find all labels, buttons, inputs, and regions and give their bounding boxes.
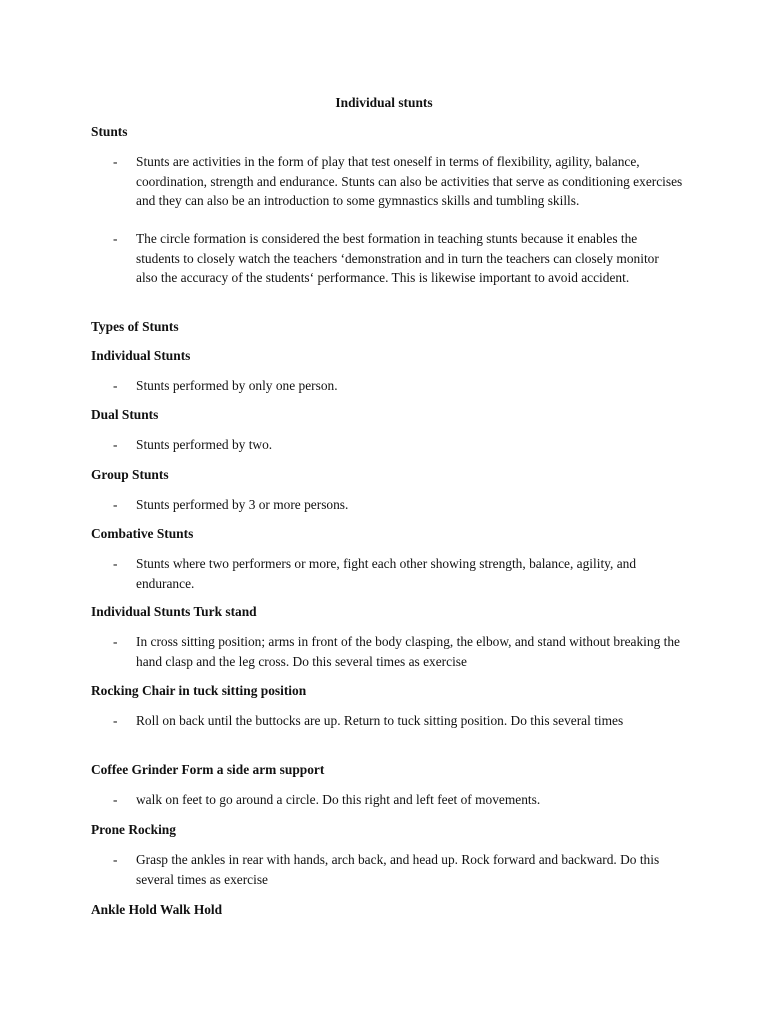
bullet-dash: - (113, 437, 118, 452)
section-heading-ankle-hold-walk-hold: Ankle Hold Walk Hold (91, 902, 223, 917)
section-heading-combative-stunts: Combative Stunts (91, 526, 194, 541)
bullet-text: Stunts are activities in the form of play that test oneself in terms of flexibility, agility, balance, coordination, strength and endurance. Stunts can also be activities that serve as conditioning exercises and they can also be an introduction to some gymnastics skills and tumbling skills. (136, 154, 683, 208)
section-heading-individual-stunts: Individual Stunts (91, 348, 191, 363)
section-heading-turk-stand: Individual Stunts Turk stand (91, 604, 257, 619)
bullet-text: Roll on back until the buttocks are up. Return to tuck sitting position. Do this several times (136, 713, 624, 728)
bullet-item (113, 229, 683, 288)
bullet-item (113, 850, 683, 889)
bullet-text: Stunts performed by two. (136, 437, 273, 452)
document-title: Individual stunts (335, 95, 433, 110)
bullet-text: Grasp the ankles in rear with hands, arch back, and head up. Rock forward and backward. Do this several times as exercise (136, 852, 660, 887)
bullet-text: walk on feet to go around a circle. Do this right and left feet of movements. (136, 792, 541, 807)
bullet-item (113, 435, 683, 455)
section-heading-stunts: Stunts (91, 124, 128, 139)
bullet-item (113, 376, 683, 396)
section-heading-rocking-chair: Rocking Chair in tuck sitting position (91, 683, 307, 698)
bullet-dash: - (113, 634, 118, 649)
bullet-item (113, 790, 683, 810)
section-heading-dual-stunts: Dual Stunts (91, 407, 159, 422)
bullet-dash: - (113, 154, 118, 169)
bullet-dash: - (113, 792, 118, 807)
bullet-text: In cross sitting position; arms in front of the body clasping, the elbow, and stand without breaking the hand clasp and the leg cross. Do this several times as exercise (136, 634, 680, 669)
section-heading-prone-rocking: Prone Rocking (91, 822, 176, 837)
bullet-dash: - (113, 497, 118, 512)
section-heading-types-of-stunts: Types of Stunts (91, 319, 179, 334)
bullet-dash: - (113, 852, 118, 867)
bullet-dash: - (113, 231, 118, 246)
bullet-text: Stunts where two performers or more, fight each other showing strength, balance, agility, and endurance. (136, 556, 637, 591)
bullet-item (113, 711, 683, 731)
bullet-item (113, 495, 683, 515)
bullet-item (113, 632, 683, 671)
bullet-text: Stunts performed by 3 or more persons. (136, 497, 349, 512)
bullet-dash: - (113, 378, 118, 393)
bullet-dash: - (113, 713, 118, 728)
bullet-item (113, 152, 683, 211)
bullet-text: Stunts performed by only one person. (136, 378, 338, 393)
bullet-dash: - (113, 556, 118, 571)
bullet-item (113, 554, 683, 593)
section-heading-group-stunts: Group Stunts (91, 467, 169, 482)
section-heading-coffee-grinder: Coffee Grinder Form a side arm support (91, 762, 325, 777)
bullet-text: The circle formation is considered the best formation in teaching stunts because it enables the students to closely watch the teachers ‘demonstration and in turn the teachers can closely monitor also the accuracy of the students‘ performance. This is likewise important to avoid accident. (136, 231, 659, 285)
